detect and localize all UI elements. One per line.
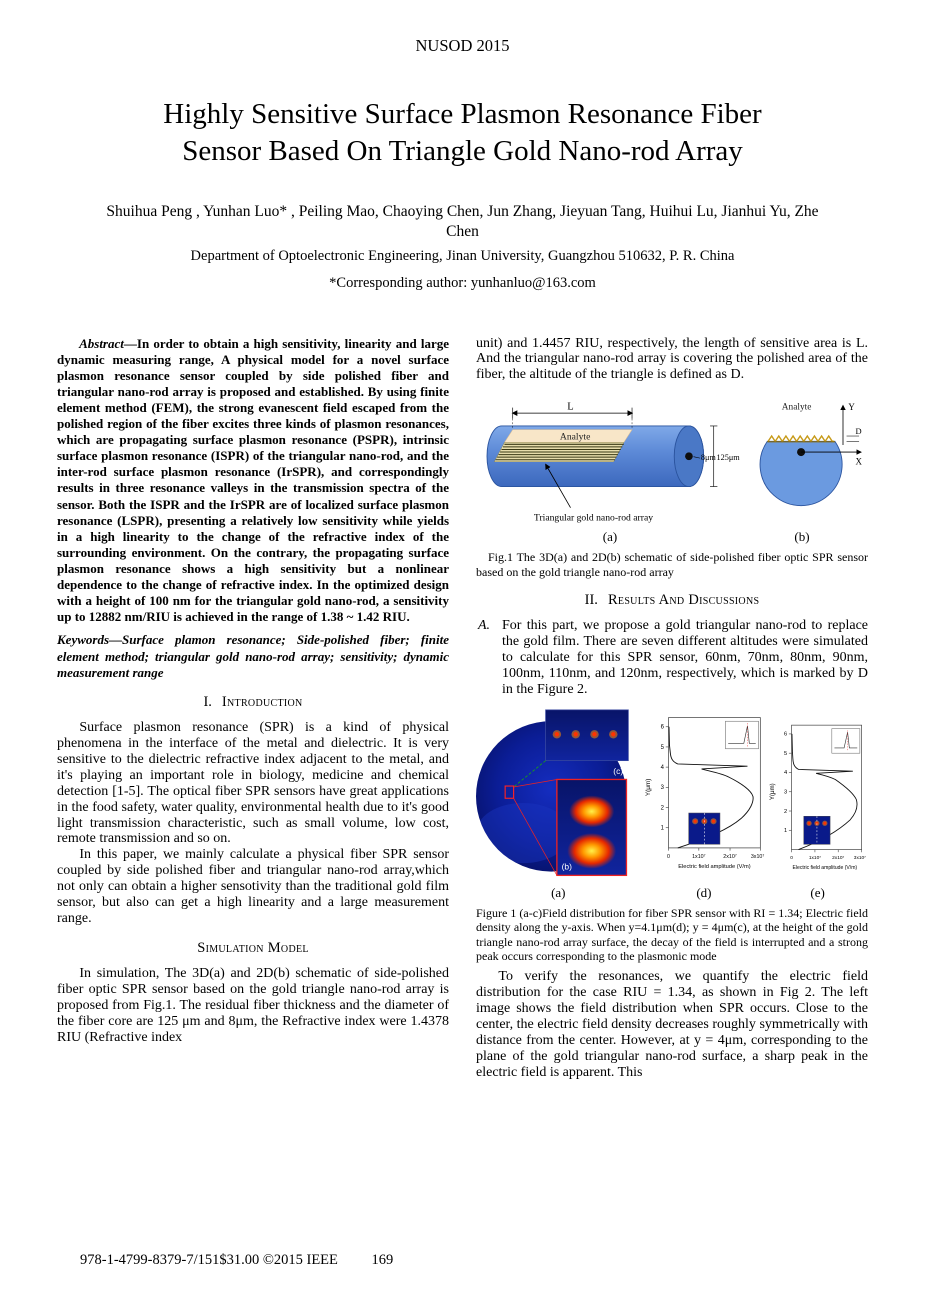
simulation-paragraph-continued: unit) and 1.4457 RIU, respectively, the length of sensitive area is L. And the triangular nano-rod array is covering the polished area of the fiber, the altitude of the triangle is defined as D. — [476, 335, 868, 383]
fig1-caption: Fig.1 The 3D(a) and 2D(b) schematic of side-polished fiber optic SPR sensor based on the gold triangle nano-rod array — [476, 550, 868, 579]
x-axis-label: X — [855, 456, 862, 467]
field-bright-region — [476, 803, 570, 863]
subsection-a-marker: A. — [478, 618, 491, 634]
fig1b-label: (b) — [794, 529, 810, 545]
x-tick-labels — [790, 855, 866, 861]
svg-text:2x10⁷: 2x10⁷ — [722, 853, 737, 860]
inset-c-heatmap — [546, 710, 629, 761]
abstract-paragraph — [57, 336, 449, 626]
fiber-core-dot — [685, 453, 693, 461]
y-axis-label: Y — [848, 402, 855, 413]
section-heading-introduction — [57, 694, 449, 711]
subsection-a — [476, 618, 868, 698]
y-tick-labels — [784, 732, 787, 834]
fig2d-label: (d) — [696, 884, 712, 900]
section-title: Simulation Model — [197, 940, 309, 957]
svg-text:1: 1 — [784, 827, 788, 834]
abstract-text: —In order to obtain a high sensitivity, linearity and large dynamic measuring range, A physical model for a novel surface plasmon resonance sensor coupled by side polished fiber and triangular nano-rod array is proposed and established. By using finite element method (FEM), the strong evanescent field escaped from the polished region of the fiber excites three kinds of plasmon resonances, which are propagating surface plasmon resonance (PSPR), intrinsic surface plasmon resonance (ISPR) of the triangular nano-rod, and the inter-rod surface plasmon resonance (IrSPR), and correspondingly results in three resonance valleys in the transmission spectra of the sensor. Both the ISPR and the IrSPR are of localized surface plasmon resonance (LSPR), presenting a relatively low sensitivity while yields in a high linearity to the change of the refractive index of the surrounding environment. On the contrary, the propagating surface plasmon resonance shows a high sensitivity but a nonlinear dependence to the change of refractive index. In the optimized design with a height of 100 nm for the triangular gold nano-rod, a sensitivity up to 12882 nm/RIU is achieved in the range of 1.38 ~ 1.42 RIU. — [57, 335, 449, 625]
x-ticks — [668, 848, 760, 851]
svg-text:0: 0 — [790, 856, 794, 862]
fig2a-field-circle — [476, 706, 641, 883]
authors-line-2: Chen — [446, 223, 479, 241]
copyright-notice: 978-1-4799-8379-7/151$31.00 ©2015 IEEE — [80, 1252, 338, 1268]
svg-text:1: 1 — [660, 825, 664, 832]
svg-text:3: 3 — [660, 785, 664, 792]
svg-text:5: 5 — [660, 744, 664, 751]
dimension-D-label: D — [855, 426, 862, 437]
core-diameter-label: 8μm — [700, 453, 716, 463]
x-axis-title: Electric field amplitude (V/m) — [677, 864, 751, 871]
keywords-text: —Surface plamon resonance; Side-polished fiber; finite element method; triangular gold nano-rod array; sensitivity; dynamic measurement range — [57, 632, 449, 680]
page-footer — [80, 1252, 393, 1269]
svg-text:2: 2 — [784, 808, 788, 815]
section-number: II. — [584, 592, 598, 609]
section-number: I. — [203, 693, 212, 710]
title-line-2: Sensor Based On Triangle Gold Nano-rod Array — [182, 135, 743, 168]
corresponding-author: *Corresponding author: yunhanluo@163.com — [329, 274, 596, 291]
fiber-diameter-label: 125μm — [716, 453, 740, 463]
intro-paragraph-1: Surface plasmon resonance (SPR) is a kind of physical phenomena in the interface of the metal and dielectric. It is very sensitive to the dielectric refractive index adjacent to the metal, and it's playing an important role in biology, medicine and chemical detection [1-5]. The optical fiber SPR sensors have great applications in the food safety, water quality, environmental health due to it's good light transmission characteristic, such as small volume, low cost, remote transmission and so on. — [57, 719, 449, 847]
y-axis-title: Y(μm) — [644, 778, 652, 797]
paper-title — [57, 96, 868, 170]
subsection-a-text: For this part, we propose a gold triangular nano-rod to replace the gold film. There are seven different altitudes were simulated to calculate for this SPR sensor, 60nm, 70nm, 80nm, 90nm, 100nm, 110nm, and 120nm, respectively, which is marked by D in the Figure 2. — [502, 618, 868, 697]
right-column — [476, 336, 868, 1082]
svg-text:3: 3 — [784, 789, 788, 796]
conference-header: NUSOD 2015 — [415, 36, 510, 55]
abstract-label: Abstract — [79, 335, 124, 351]
array-label: Triangular gold nano-rod array — [533, 512, 654, 524]
heatmap-inset — [688, 813, 719, 844]
x-tick-labels — [667, 854, 764, 860]
svg-text:3x10⁷: 3x10⁷ — [854, 856, 867, 862]
section-title: Results And Discussions — [607, 592, 760, 609]
authors-line-1: Shuihua Peng , Yunhan Luo* , Peiling Mao, Chaoying Chen, Jun Zhang, Jieyuan Tang, Huihui Lu, Jianhui Yu, Zhe — [106, 203, 819, 221]
nano-rod-stripes — [496, 445, 624, 460]
y-ticks — [789, 734, 792, 830]
y-tick-labels — [660, 724, 664, 831]
fig1-sublabels — [476, 529, 868, 545]
svg-text:6: 6 — [660, 724, 664, 731]
svg-text:4: 4 — [784, 770, 788, 777]
svg-text:2x10⁷: 2x10⁷ — [832, 856, 845, 862]
figure2-field-distribution — [476, 706, 868, 964]
svg-text:1x10⁷: 1x10⁷ — [691, 853, 706, 860]
x-axis-title: Electric field amplitude (V/m) — [792, 864, 858, 871]
y-axis-title: Y(μm) — [769, 783, 777, 801]
section-heading-simulation — [57, 940, 449, 957]
affiliation: Department of Optoelectronic Engineering, Jinan University, Guangzhou 510632, P. R. China — [190, 247, 735, 264]
fig1b-2d-schematic — [752, 395, 868, 527]
simulation-paragraph: In simulation, The 3D(a) and 2D(b) schematic of side-polished fiber optic SPR sensor based on the gold triangle nano-rod array is proposed from Fig.1. The residual fiber thickness and the diameter of the fiber core are 125 μm and 8μm, the Refractive index were 1.4378 RIU (Refractive index — [57, 966, 449, 1045]
fig2a-label: (a) — [551, 884, 566, 900]
keywords-label: Keywords — [57, 632, 109, 648]
heatmap-inset — [804, 816, 830, 844]
fig2-caption: Figure 1 (a-c)Field distribution for fiber SPR sensor with RI = 1.34; Electric field density along the y-axis. When y=4.1μm(d); y = 4μm(c), at the height of the gold triangle nano-rod array surface, the decay of the field is interrupted and a strong peak occurs corresponding to the plasmonic mode — [476, 905, 868, 964]
fig2c-label: (c) — [613, 765, 624, 776]
svg-text:4: 4 — [660, 764, 664, 771]
section-title: Introduction — [221, 693, 303, 710]
two-column-body — [57, 336, 868, 1082]
verify-paragraph: To verify the resonances, we quantify the electric field distribution for the case RIU = 1.34, as shown in Fig 2. The left image shows the field distribution when SPR occurs. Close to the center, the electric field density decreases roughly symmetrically with distance from the center. However, at y = 4μm, corresponding to the plane of the gold triangular nano-rod surface, a sharp peak in the electric field is apparent. This — [476, 969, 868, 1081]
fig2b-label: (b) — [561, 861, 572, 872]
y-ticks — [665, 727, 668, 828]
keywords-paragraph — [57, 632, 449, 680]
figure1-schematic — [476, 391, 868, 579]
svg-text:2: 2 — [660, 805, 664, 812]
fig2e-label: (e) — [810, 884, 825, 900]
analyte-label: Analyte — [781, 402, 812, 413]
svg-text:5: 5 — [784, 750, 788, 757]
svg-text:0: 0 — [666, 853, 670, 860]
svg-text:1x10⁷: 1x10⁷ — [809, 856, 822, 862]
svg-text:3x10⁷: 3x10⁷ — [750, 853, 764, 860]
fig2e-plot — [767, 718, 868, 883]
analyte-label: Analyte — [559, 432, 591, 444]
left-column — [57, 336, 449, 1082]
intro-paragraph-2: In this paper, we mainly calculate a physical fiber SPR sensor coupled by side polished fiber and triangular nano-rod array,which not only can obtain a higher sensotivity than the traditional gold film sensor, but also can get a high linearity and a large measurement range. — [57, 847, 449, 927]
dimension-D-ticks — [847, 436, 859, 441]
gold-nano-rod-zigzag — [768, 436, 834, 441]
page-number: 169 — [371, 1252, 394, 1268]
title-line-1: Highly Sensitive Surface Plasmon Resonance Fiber — [163, 98, 762, 130]
x-ticks — [792, 849, 862, 852]
author-list — [57, 202, 868, 242]
section-heading-results — [476, 592, 868, 609]
zoom-inset — [725, 721, 758, 749]
fig2-sublabels — [476, 885, 868, 901]
dimension-L-label: L — [567, 401, 574, 413]
zoom-inset — [832, 729, 860, 754]
fig2d-plot — [641, 710, 768, 883]
svg-text:6: 6 — [784, 731, 788, 738]
fig1a-3d-schematic — [476, 391, 744, 527]
fig1a-label: (a) — [602, 529, 618, 545]
